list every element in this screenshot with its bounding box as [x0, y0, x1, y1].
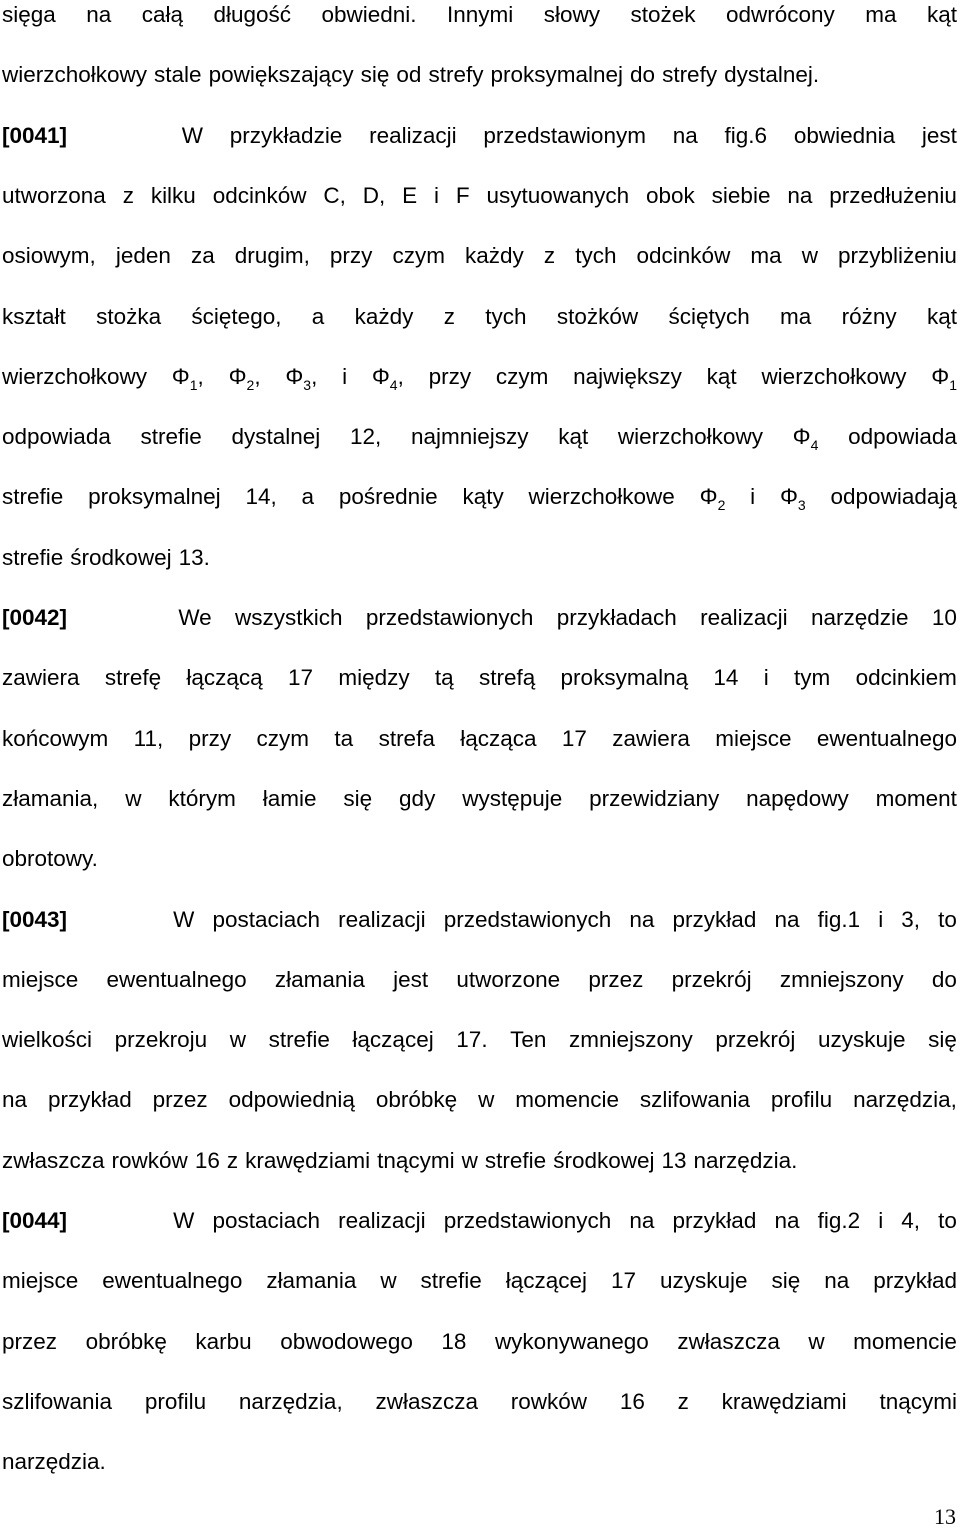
word: przedstawionych: [365, 605, 534, 630]
text-line: [2, 121, 957, 161]
symbol-with-subscript: $\Phi_4$,: [371, 363, 404, 393]
word: przy: [188, 725, 232, 751]
text-line: [2, 1447, 957, 1487]
word: wierzchołkowy: [2, 62, 148, 88]
page-number: 13: [934, 1504, 956, 1529]
word: strefie: [484, 1147, 547, 1173]
text-line: [2, 603, 957, 643]
paragraph-number: [0044]: [2, 1208, 68, 1233]
word: W: [173, 1208, 195, 1233]
word: ewentualnego: [816, 725, 957, 751]
word: napędowy: [746, 785, 849, 811]
word: strefą: [478, 665, 536, 691]
word: realizacji: [369, 122, 457, 148]
word: usytuowanych: [486, 182, 630, 208]
text-line: [2, 1085, 957, 1125]
text-line: [2, 181, 957, 221]
word: 18: [441, 1328, 467, 1354]
word: dystalnej.: [724, 62, 820, 88]
word: wierzchołkowy: [761, 363, 907, 389]
word: strefę: [104, 665, 162, 691]
word: stożków: [556, 303, 639, 329]
word: odpowiadają: [830, 484, 957, 510]
word: odpowiada: [2, 424, 111, 450]
text-line: [2, 241, 957, 281]
word: w: [478, 1087, 495, 1113]
word: narzędzia,: [238, 1388, 343, 1414]
word: na: [787, 182, 813, 208]
word: 12,: [350, 424, 382, 450]
word: miejsce: [715, 725, 792, 751]
word: się: [928, 1027, 957, 1053]
text-line: [2, 844, 957, 884]
word: zwłaszcza: [375, 1388, 478, 1414]
paragraph-number: [0042]: [2, 605, 68, 630]
word: strefie: [140, 424, 202, 450]
word: i: [763, 665, 769, 691]
word: przedłużeniu: [829, 182, 957, 208]
word: 17: [561, 725, 587, 751]
word: kształt: [2, 303, 66, 329]
word: przekrój: [715, 1027, 796, 1053]
text-line: [2, 905, 957, 945]
word: proksymalnej: [88, 484, 221, 510]
text-line: [2, 0, 957, 40]
word: obwiedni.: [321, 2, 417, 27]
word: i: [342, 363, 348, 389]
word: narzędzia.: [693, 1147, 798, 1173]
word: uzyskuje: [659, 1268, 748, 1294]
word: ewentualnego: [102, 1268, 243, 1294]
word: strefie: [2, 544, 64, 570]
word: uzyskuje: [818, 1027, 906, 1053]
text-line: [2, 724, 957, 764]
word: na: [774, 906, 800, 932]
word: całą: [141, 2, 184, 27]
word: strefy: [428, 62, 484, 88]
word: odwrócony: [725, 2, 835, 27]
text-line: [2, 663, 957, 703]
word: odpowiada: [848, 424, 957, 450]
symbol-with-subscript: $\Phi_1$,: [171, 363, 204, 393]
word: 13: [661, 1147, 687, 1173]
word: złamania: [266, 1268, 357, 1294]
word: zwłaszcza: [2, 1147, 105, 1173]
word: środkowej: [70, 544, 172, 570]
word: łamie: [262, 785, 317, 811]
word: między: [338, 665, 410, 691]
word: w: [801, 243, 818, 269]
word: stale: [154, 62, 202, 88]
word: profilu: [770, 1087, 833, 1113]
word: 10: [931, 605, 957, 630]
symbol-with-subscript: $\Phi_1$: [931, 363, 957, 393]
symbol-with-subscript: $\Phi_2$: [699, 484, 726, 514]
word: zmniejszony: [569, 1027, 693, 1053]
word: 14: [713, 665, 739, 691]
word: momencie: [515, 1087, 620, 1113]
word: łączącej: [505, 1268, 588, 1294]
word: przez: [152, 1087, 208, 1113]
word: ewentualnego: [106, 966, 247, 992]
word: kąty: [462, 484, 504, 510]
word: od: [396, 62, 422, 88]
word: narzędzie: [811, 605, 909, 630]
symbol-with-subscript: $\Phi_4$: [792, 424, 819, 454]
word: sięga: [2, 2, 56, 27]
word: 13.: [178, 544, 210, 570]
word: tnącymi: [377, 1147, 455, 1173]
word: strefie: [2, 484, 64, 510]
word: obwodowego: [280, 1328, 413, 1354]
word: D,: [362, 182, 386, 208]
word: E: [402, 182, 418, 208]
word: utworzone: [456, 966, 561, 992]
word: przykładach: [556, 605, 677, 630]
word: kilku: [150, 182, 196, 208]
word: z: [443, 303, 455, 329]
word: na: [2, 1087, 28, 1113]
word: strefy: [662, 62, 718, 88]
text-line: [2, 1146, 957, 1186]
word: czym: [256, 725, 310, 751]
word: różny: [841, 303, 897, 329]
word: krawędziami: [721, 1388, 847, 1414]
word: drugim,: [234, 243, 310, 269]
word: kąt: [926, 303, 957, 329]
text-line: [2, 1025, 957, 1065]
text-line: [2, 1206, 957, 1246]
text-line: [2, 362, 957, 402]
word: występuje: [462, 785, 563, 811]
word: proksymalną: [560, 665, 689, 691]
word: najmniejszy: [410, 424, 529, 450]
word: tych: [575, 243, 617, 269]
word: tnącymi: [879, 1388, 957, 1414]
text-line: [2, 1387, 957, 1427]
word: 17.: [456, 1027, 488, 1053]
word: i: [750, 484, 756, 510]
word: i: [434, 182, 440, 208]
word: 17: [611, 1268, 637, 1294]
word: w: [808, 1328, 825, 1354]
word: przykład: [672, 1208, 757, 1233]
word: jeden: [115, 243, 171, 269]
word: końcowym: [2, 725, 109, 751]
word: Innymi: [447, 2, 514, 27]
word: zawiera: [612, 725, 690, 751]
word: szlifowania: [639, 1087, 750, 1113]
word: kąt: [926, 2, 957, 27]
word: tym: [794, 665, 831, 691]
word: łączącą: [186, 665, 263, 691]
word: karbu: [195, 1328, 252, 1354]
word: czym: [392, 243, 445, 269]
word: postaciach: [212, 906, 321, 932]
paragraph-number: [0041]: [2, 122, 68, 148]
word: fig.2: [817, 1208, 861, 1233]
word: to: [938, 1208, 957, 1233]
word: i: [878, 1208, 884, 1233]
word: łącząca: [460, 725, 537, 751]
word: 16: [194, 1147, 220, 1173]
word: 14,: [245, 484, 277, 510]
word: środkowej: [553, 1147, 655, 1173]
word: tą: [434, 665, 454, 691]
word: rowków: [111, 1147, 188, 1173]
word: fig.6: [724, 122, 768, 148]
word: przy: [428, 363, 472, 389]
word: jest: [393, 966, 429, 992]
word: ma: [780, 303, 812, 329]
text-line: [2, 1266, 957, 1306]
word: Ten: [510, 1027, 547, 1053]
word: każdy: [465, 243, 524, 269]
word: miejsce: [2, 966, 79, 992]
word: C,: [323, 182, 346, 208]
word: utworzona: [2, 182, 106, 208]
word: strefie: [268, 1027, 330, 1053]
word: przez: [588, 966, 644, 992]
word: przez: [2, 1328, 58, 1354]
word: W: [173, 906, 195, 932]
word: którym: [168, 785, 236, 811]
word: wielkości: [2, 1027, 93, 1053]
word: odcinkiem: [855, 665, 957, 691]
word: pośrednie: [338, 484, 438, 510]
word: kąt: [706, 363, 737, 389]
word: miejsce: [2, 1268, 79, 1294]
word: strefie: [420, 1268, 482, 1294]
word: kąt: [558, 424, 589, 450]
word: 4,: [901, 1208, 921, 1233]
text-line: [2, 482, 957, 522]
word: z: [543, 243, 556, 269]
word: szlifowania: [2, 1388, 113, 1414]
symbol-with-subscript: $\Phi_3$: [779, 484, 806, 514]
word: tych: [485, 303, 527, 329]
word: przybliżeniu: [838, 243, 957, 269]
word: wierzchołkowy: [617, 424, 763, 450]
word: realizacji: [700, 605, 788, 630]
word: We: [178, 605, 212, 630]
word: obróbkę: [85, 1328, 167, 1354]
word: na: [629, 906, 655, 932]
word: obok: [646, 182, 695, 208]
word: obróbkę: [375, 1087, 458, 1113]
word: a: [311, 303, 325, 329]
word: 17: [288, 665, 314, 691]
word: 3,: [901, 906, 921, 932]
word: moment: [875, 785, 957, 811]
word: z: [226, 1147, 239, 1173]
word: się: [360, 62, 390, 88]
word: zmniejszony: [779, 966, 904, 992]
word: obrotowy.: [2, 846, 98, 872]
word: odcinków: [636, 243, 731, 269]
word: 11,: [133, 725, 164, 751]
word: czym: [495, 363, 549, 389]
word: wszystkich: [235, 605, 343, 630]
word: F: [455, 182, 470, 208]
text-line: [2, 543, 957, 583]
word: na: [629, 1208, 655, 1233]
word: wierzchołkowy: [2, 363, 148, 389]
word: przedstawionych: [443, 906, 612, 932]
word: się: [343, 785, 373, 811]
word: ta: [334, 725, 354, 751]
word: ma: [865, 2, 897, 27]
text-line: [2, 302, 957, 342]
word: z: [122, 182, 134, 208]
word: momencie: [853, 1328, 957, 1354]
word: się: [771, 1268, 801, 1294]
word: narzędzia,: [853, 1087, 957, 1113]
word: i: [878, 906, 884, 932]
word: zwłaszcza: [677, 1328, 780, 1354]
text-line: [2, 965, 957, 1005]
word: ściętych: [668, 303, 750, 329]
word: złamania,: [2, 785, 99, 811]
text-line: [2, 60, 957, 100]
word: do: [931, 966, 957, 992]
word: w: [229, 1027, 246, 1053]
word: fig.1: [817, 906, 861, 932]
word: ma: [750, 243, 782, 269]
word: przy: [329, 243, 373, 269]
word: siebie: [711, 182, 771, 208]
word: największy: [573, 363, 682, 389]
word: na: [824, 1268, 850, 1294]
word: proksymalnej: [490, 62, 624, 88]
word: wykonywanego: [494, 1328, 649, 1354]
word: krawędziami: [245, 1147, 371, 1173]
word: z: [677, 1388, 689, 1414]
word: przykład: [47, 1087, 132, 1113]
text-line: [2, 1327, 957, 1367]
word: słowy: [543, 2, 601, 27]
word: przedstawionych: [443, 1208, 612, 1233]
word: stożek: [630, 2, 696, 27]
word: rowków: [510, 1388, 588, 1414]
word: w: [461, 1147, 478, 1173]
word: przekroju: [114, 1027, 208, 1053]
word: za: [190, 243, 215, 269]
word: na: [672, 122, 698, 148]
word: w: [125, 785, 142, 811]
word: złamania: [274, 966, 365, 992]
word: przykład: [672, 906, 757, 932]
word: gdy: [399, 785, 436, 811]
word: strefa: [378, 725, 435, 751]
word: długość: [213, 2, 292, 27]
word: postaciach: [212, 1208, 321, 1233]
word: profilu: [144, 1388, 207, 1414]
word: na: [774, 1208, 800, 1233]
word: realizacji: [338, 906, 426, 932]
word: przykład: [873, 1268, 957, 1294]
word: jest: [921, 122, 957, 148]
text-line: [2, 422, 957, 462]
word: ściętego,: [191, 303, 282, 329]
word: przykładzie: [229, 122, 343, 148]
word: osiowym,: [2, 243, 96, 269]
symbol-with-subscript: $\Phi_2$,: [228, 363, 261, 393]
word: na: [86, 2, 112, 27]
word: do: [630, 62, 656, 88]
word: a: [301, 484, 315, 510]
word: powiększający: [208, 62, 354, 88]
word: narzędzia.: [2, 1449, 106, 1475]
word: odcinków: [212, 182, 307, 208]
word: zawiera: [2, 665, 80, 691]
word: dystalnej: [231, 424, 321, 450]
word: 16: [619, 1388, 645, 1414]
word: przewidziany: [589, 785, 720, 811]
word: wierzchołkowe: [528, 484, 675, 510]
word: to: [938, 906, 957, 932]
word: obwiednia: [793, 122, 896, 148]
word: w: [380, 1268, 397, 1294]
symbol-with-subscript: $\Phi_3$,: [285, 363, 318, 393]
word: odpowiednią: [228, 1087, 355, 1113]
word: W: [181, 122, 204, 148]
word: realizacji: [338, 1208, 426, 1233]
word: stożka: [96, 303, 162, 329]
word: każdy: [354, 303, 414, 329]
word: przedstawionym: [483, 122, 646, 148]
paragraph-number: [0043]: [2, 906, 68, 932]
word: łączącej: [352, 1027, 434, 1053]
text-line: [2, 784, 957, 824]
word: przekrój: [671, 966, 752, 992]
